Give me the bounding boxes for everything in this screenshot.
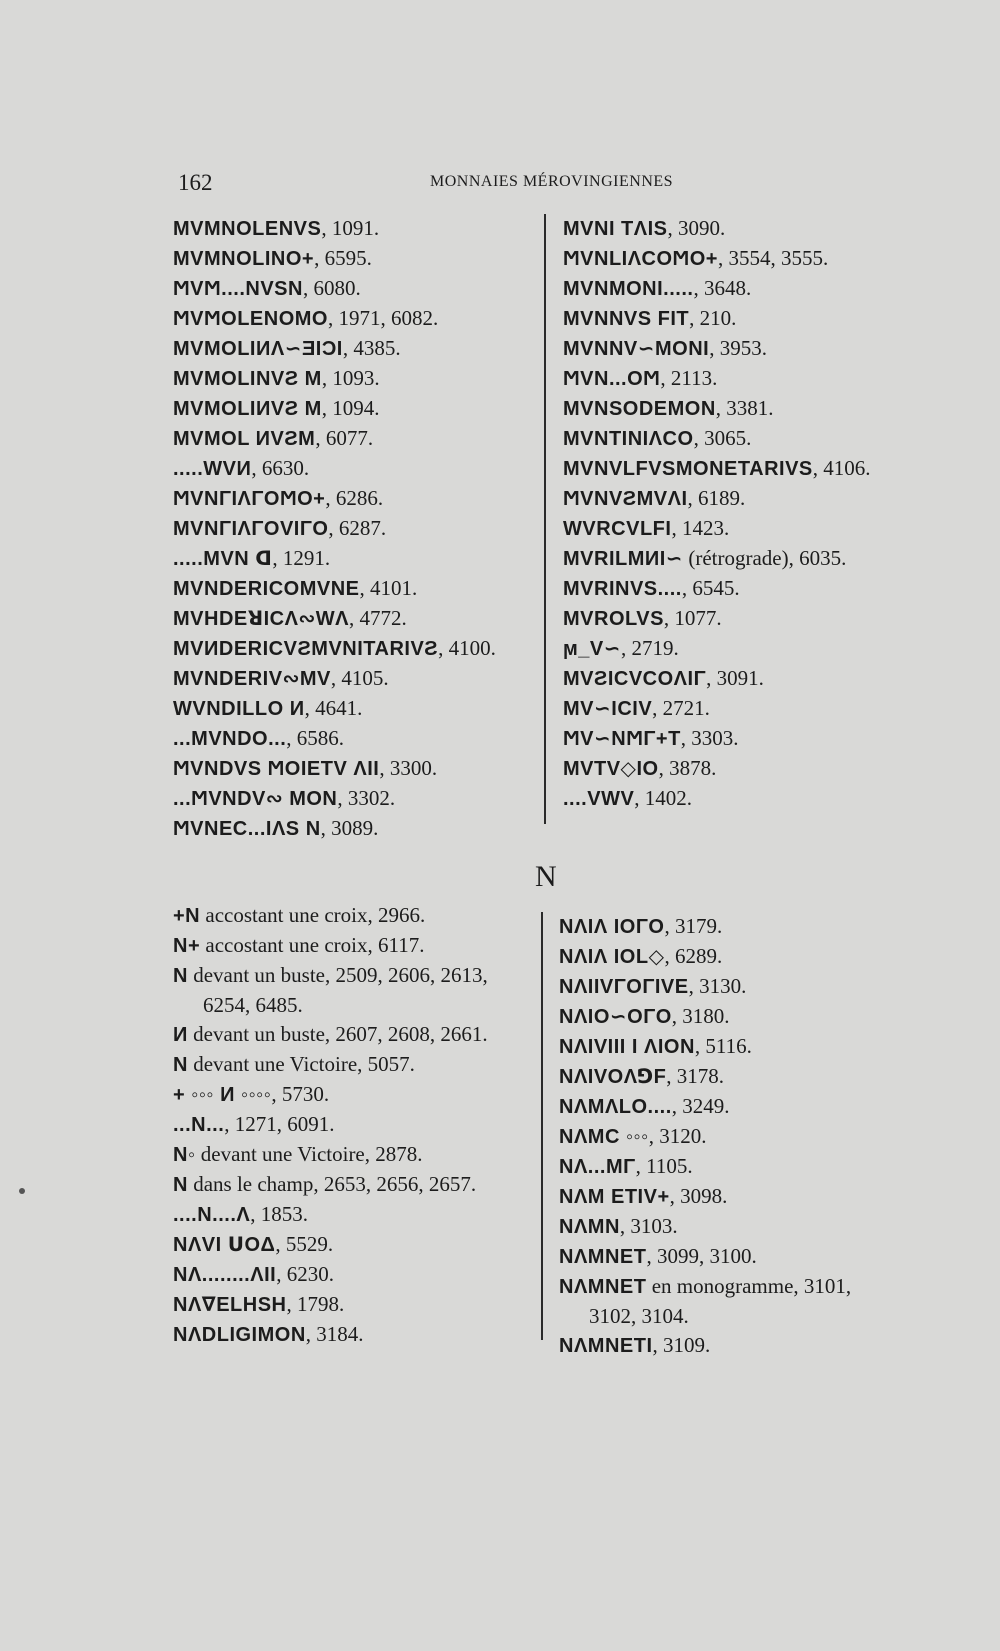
entry-legend: ϺVNDVS ϺOIETV ΛII bbox=[173, 758, 380, 780]
catalogue-entry bbox=[563, 544, 923, 574]
catalogue-entry bbox=[563, 364, 923, 394]
entry-reference: , 3178. bbox=[666, 1064, 725, 1088]
catalogue-entry bbox=[173, 724, 543, 754]
catalogue-entry bbox=[173, 364, 543, 394]
entry-legend: MVNΓIΛΓOVIΓO bbox=[173, 518, 329, 540]
entry-legend: И bbox=[173, 1024, 188, 1046]
catalogue-entry bbox=[173, 1320, 543, 1350]
entry-legend: MVROLVS bbox=[563, 608, 664, 630]
entry-legend: ...ϺVNDV∾ MON bbox=[173, 788, 338, 810]
entry-legend: ϺVNΓIΛΓOϺO+ bbox=[173, 488, 326, 510]
entry-reference: , 3090. bbox=[667, 216, 726, 240]
catalogue-entry bbox=[559, 1032, 929, 1062]
entry-legend: ϻ_V∽ bbox=[563, 638, 622, 660]
entry-reference: , 3179. bbox=[664, 914, 723, 938]
entry-legend: NΛM ETIV+ bbox=[559, 1186, 670, 1208]
entry-legend: N◦ bbox=[173, 1144, 196, 1166]
entry-legend: MVHDEꓤICΛ∾WΛ bbox=[173, 608, 349, 630]
entry-legend: MVRILMИI∽ bbox=[563, 548, 684, 570]
catalogue-entry bbox=[563, 484, 923, 514]
catalogue-entry bbox=[563, 574, 923, 604]
entry-legend: NΛIIVΓOΓIVE bbox=[559, 976, 689, 998]
catalogue-entry bbox=[559, 912, 929, 942]
entry-legend: NΛ........ΛII bbox=[173, 1264, 277, 1286]
catalogue-entry bbox=[173, 1140, 543, 1170]
entry-reference: , 3109. bbox=[652, 1333, 711, 1357]
entry-legend: +N bbox=[173, 905, 201, 927]
entry-legend: NΛMNET bbox=[559, 1276, 647, 1298]
catalogue-entry bbox=[563, 394, 923, 424]
entry-legend: MV∽ICIV bbox=[563, 698, 653, 720]
entry-legend: ϺVNLIΛCOϺO+ bbox=[563, 248, 718, 270]
entry-legend: N bbox=[173, 1054, 188, 1076]
column-divider bbox=[544, 214, 546, 824]
entry-legend: NΛMN bbox=[559, 1216, 620, 1238]
catalogue-entry bbox=[559, 1182, 929, 1212]
entry-reference: devant une Victoire, 5057. bbox=[187, 1052, 415, 1076]
catalogue-entry bbox=[559, 1062, 929, 1092]
entry-legend: N bbox=[173, 1174, 188, 1196]
entry-reference: , 1091. bbox=[321, 216, 380, 240]
entry-legend: WVRCVLFI bbox=[563, 518, 672, 540]
entry-reference: , 3381. bbox=[715, 396, 774, 420]
entry-legend: ϺVN...OϺ bbox=[563, 368, 661, 390]
catalogue-entry bbox=[559, 1122, 929, 1152]
entry-legend: NΛIVIII I ΛION bbox=[559, 1036, 695, 1058]
catalogue-entry bbox=[173, 274, 543, 304]
entry-reference: , 6289. bbox=[664, 944, 723, 968]
catalogue-entry bbox=[563, 784, 923, 814]
catalogue-entry bbox=[173, 1290, 543, 1320]
catalogue-entry bbox=[563, 664, 923, 694]
entry-reference: , 3953. bbox=[709, 336, 767, 360]
entry-reference: , 210. bbox=[689, 306, 737, 330]
entry-reference: , 6077. bbox=[315, 426, 374, 450]
entry-legend: MVMOL ИVƧM bbox=[173, 428, 316, 450]
entry-reference: , 5529. bbox=[275, 1232, 334, 1256]
entry-reference: , 6080. bbox=[302, 276, 361, 300]
catalogue-entry bbox=[173, 214, 543, 244]
entry-reference: , 1402. bbox=[634, 786, 693, 810]
catalogue-entry bbox=[563, 694, 923, 724]
entry-legend: NΛIΛ IOL◇ bbox=[559, 946, 665, 968]
catalogue-entry bbox=[563, 604, 923, 634]
catalogue-entry bbox=[173, 1230, 543, 1260]
catalogue-entry bbox=[173, 1110, 543, 1140]
entry-reference: , 6595. bbox=[314, 246, 372, 270]
entry-reference: , 6189. bbox=[687, 486, 746, 510]
catalogue-entry bbox=[559, 1302, 929, 1331]
catalogue-entry bbox=[563, 334, 923, 364]
entry-legend: ϺVϺ....NVSN bbox=[173, 278, 303, 300]
entry-reference: , 3302. bbox=[337, 786, 396, 810]
entry-reference: , 3130. bbox=[688, 974, 747, 998]
entry-legend: MVƧICVCOΛIΓ bbox=[563, 668, 707, 690]
entry-legend: ...MVNDO... bbox=[173, 728, 287, 750]
entry-reference: , 2113. bbox=[660, 366, 718, 390]
entry-legend: MVTV◇IO bbox=[563, 758, 659, 780]
entry-reference: , 2721. bbox=[652, 696, 710, 720]
entry-legend: NΛIΛ IOΓO bbox=[559, 916, 665, 938]
catalogue-entry bbox=[173, 931, 543, 961]
entry-legend: MVNSODEMON bbox=[563, 398, 716, 420]
entry-reference: , 4641. bbox=[304, 696, 363, 720]
entry-reference: , 1094. bbox=[321, 396, 380, 420]
entry-reference: , 6545. bbox=[681, 576, 740, 600]
entry-legend: MVNDERICOMVNE bbox=[173, 578, 360, 600]
entry-reference: , 3300. bbox=[379, 756, 438, 780]
entry-reference: , 6286. bbox=[325, 486, 384, 510]
entry-reference: , 3303. bbox=[680, 726, 739, 750]
catalogue-entry bbox=[173, 991, 543, 1020]
page-speck bbox=[19, 1188, 25, 1194]
catalogue-entry bbox=[173, 1080, 543, 1110]
catalogue-entry bbox=[173, 304, 543, 334]
entry-reference: , 6287. bbox=[328, 516, 387, 540]
entry-reference: , 3180. bbox=[671, 1004, 730, 1028]
entry-legend: NΛ...MΓ bbox=[559, 1156, 636, 1178]
catalogue-entry bbox=[559, 972, 929, 1002]
catalogue-entry bbox=[173, 424, 543, 454]
entry-reference: , 1423. bbox=[671, 516, 730, 540]
catalogue-entry bbox=[173, 574, 543, 604]
entry-legend: MVMOLINVƧ M bbox=[173, 368, 322, 390]
entry-legend: MVMOLIИVƧ M bbox=[173, 398, 322, 420]
page-number: 162 bbox=[178, 170, 213, 195]
entry-reference: , 3065. bbox=[693, 426, 752, 450]
catalogue-entry bbox=[173, 454, 543, 484]
catalogue-entry bbox=[173, 694, 543, 724]
entry-reference: , 1105. bbox=[635, 1154, 693, 1178]
catalogue-entry bbox=[173, 664, 543, 694]
entry-legend: ϺVNEC...IΛS N bbox=[173, 818, 321, 840]
section-m-left-column bbox=[173, 214, 543, 844]
entry-reference: , 4105. bbox=[330, 666, 389, 690]
entry-reference: , 1077. bbox=[663, 606, 722, 630]
entry-reference: , 4101. bbox=[359, 576, 418, 600]
catalogue-entry bbox=[563, 424, 923, 454]
catalogue-entry bbox=[563, 634, 923, 664]
entry-legend: ...N... bbox=[173, 1114, 225, 1136]
catalogue-entry bbox=[173, 544, 543, 574]
catalogue-entry bbox=[173, 1170, 543, 1200]
entry-reference: devant un buste, 2607, 2608, 2661. bbox=[187, 1022, 488, 1046]
catalogue-entry bbox=[559, 1002, 929, 1032]
entry-legend: ....VWV bbox=[563, 788, 635, 810]
catalogue-entry bbox=[559, 1331, 929, 1361]
entry-reference: , 5730. bbox=[271, 1082, 330, 1106]
catalogue-entry bbox=[173, 334, 543, 364]
entry-legend: MVNI TΛIS bbox=[563, 218, 668, 240]
entry-reference: , 1798. bbox=[286, 1292, 345, 1316]
entry-legend: .....MVN ᗡ bbox=[173, 548, 273, 570]
entry-reference: , 1271, 6091. bbox=[224, 1112, 335, 1136]
entry-reference: , 4106. bbox=[812, 456, 871, 480]
entry-legend: MVNMONI..... bbox=[563, 278, 694, 300]
entry-reference: , 1093. bbox=[321, 366, 380, 390]
entry-reference: , 1853. bbox=[250, 1202, 308, 1226]
section-m-right-column bbox=[563, 214, 923, 814]
entry-reference: , 6630. bbox=[251, 456, 310, 480]
catalogue-entry bbox=[173, 484, 543, 514]
entry-legend: ϺV∽NϺΓ+T bbox=[563, 728, 681, 750]
catalogue-entry bbox=[173, 1050, 543, 1080]
entry-reference: , 6230. bbox=[276, 1262, 334, 1286]
entry-legend: MVRINVS.... bbox=[563, 578, 682, 600]
entry-reference: dans le champ, 2653, 2656, 2657. bbox=[187, 1172, 477, 1196]
entry-reference: accostant une croix, 6117. bbox=[200, 933, 425, 957]
running-title: MONNAIES MÉROVINGIENNES bbox=[430, 173, 674, 190]
page-header bbox=[0, 170, 1000, 200]
catalogue-entry bbox=[559, 1152, 929, 1182]
entry-legend: NΛMNET bbox=[559, 1246, 647, 1268]
entry-legend: MVMNOLINO+ bbox=[173, 248, 315, 270]
catalogue-entry bbox=[173, 754, 543, 784]
entry-reference: , 1291. bbox=[272, 546, 331, 570]
entry-legend: + ◦◦◦ И ◦◦◦◦ bbox=[173, 1084, 272, 1106]
entry-legend: ϺVϺOLENOMO bbox=[173, 308, 328, 330]
section-heading-n: N bbox=[535, 860, 557, 893]
catalogue-entry bbox=[559, 942, 929, 972]
catalogue-entry bbox=[563, 724, 923, 754]
entry-legend: NΛDLIGIMON bbox=[173, 1324, 306, 1346]
entry-reference: , 3878. bbox=[658, 756, 717, 780]
catalogue-entry bbox=[563, 454, 923, 484]
catalogue-entry bbox=[173, 1200, 543, 1230]
entry-legend: MVNNV∽MONI bbox=[563, 338, 710, 360]
entry-legend: NΛMNETI bbox=[559, 1335, 653, 1357]
entry-reference: , 3098. bbox=[669, 1184, 728, 1208]
catalogue-entry bbox=[563, 214, 923, 244]
section-n-left-column bbox=[173, 901, 543, 1350]
catalogue-entry bbox=[173, 1260, 543, 1290]
catalogue-entry bbox=[563, 754, 923, 784]
entry-legend: NΛIVOΛ⅁F bbox=[559, 1066, 667, 1088]
catalogue-entry bbox=[173, 961, 543, 991]
entry-legend: N bbox=[173, 965, 188, 987]
entry-legend: MVNNVS FIT bbox=[563, 308, 690, 330]
entry-reference: 6254, 6485. bbox=[203, 993, 303, 1017]
catalogue-entry bbox=[563, 304, 923, 334]
entry-reference: , 4385. bbox=[342, 336, 401, 360]
catalogue-entry bbox=[173, 634, 543, 664]
entry-reference: , 3091. bbox=[706, 666, 764, 690]
catalogue-entry bbox=[173, 514, 543, 544]
catalogue-entry bbox=[173, 604, 543, 634]
entry-legend: .....WVИ bbox=[173, 458, 252, 480]
catalogue-entry bbox=[559, 1212, 929, 1242]
entry-reference: , 3184. bbox=[305, 1322, 364, 1346]
catalogue-entry bbox=[563, 514, 923, 544]
entry-reference: , 3120. bbox=[648, 1124, 707, 1148]
entry-legend: NΛMC ◦◦◦ bbox=[559, 1126, 649, 1148]
catalogue-entry bbox=[563, 244, 923, 274]
entry-reference: en monogramme, 3101, bbox=[646, 1274, 852, 1298]
entry-legend: NΛVI ᑌOΔ bbox=[173, 1234, 276, 1256]
catalogue-entry bbox=[563, 274, 923, 304]
entry-reference: , 5116. bbox=[694, 1034, 752, 1058]
entry-legend: MVMOLIИΛ∽ƎIƆI bbox=[173, 338, 343, 360]
entry-legend: WVNDILLO И bbox=[173, 698, 305, 720]
section-n-right-column bbox=[559, 912, 929, 1361]
entry-legend: NΛ∇ELHSH bbox=[173, 1294, 287, 1316]
entry-reference: , 3089. bbox=[320, 816, 379, 840]
catalogue-entry bbox=[559, 1272, 929, 1302]
catalogue-entry bbox=[173, 784, 543, 814]
entry-legend: ....N....Λ bbox=[173, 1204, 251, 1226]
entry-reference: 3102, 3104. bbox=[589, 1304, 689, 1328]
entry-legend: MVMNOLENVS bbox=[173, 218, 322, 240]
catalogue-entry bbox=[173, 394, 543, 424]
entry-legend: MVNTINIΛCO bbox=[563, 428, 694, 450]
entry-reference: , 4100. bbox=[438, 636, 496, 660]
catalogue-entry bbox=[173, 1020, 543, 1050]
catalogue-entry bbox=[559, 1242, 929, 1272]
catalogue-entry bbox=[173, 901, 543, 931]
entry-reference: , 3648. bbox=[693, 276, 752, 300]
entry-reference: (rétrograde), 6035. bbox=[683, 546, 847, 570]
entry-reference: , 2719. bbox=[621, 636, 679, 660]
entry-legend: NΛIO∽OΓO bbox=[559, 1006, 672, 1028]
entry-reference: , 3554, 3555. bbox=[717, 246, 829, 270]
catalogue-entry bbox=[173, 244, 543, 274]
entry-reference: , 4772. bbox=[348, 606, 407, 630]
catalogue-entry bbox=[173, 814, 543, 844]
catalogue-entry bbox=[559, 1092, 929, 1122]
entry-legend: ϺVNVƧMVΛI bbox=[563, 488, 688, 510]
entry-reference: devant une Victoire, 2878. bbox=[195, 1142, 423, 1166]
entry-reference: , 3099, 3100. bbox=[646, 1244, 757, 1268]
entry-reference: , 6586. bbox=[286, 726, 345, 750]
entry-legend: MVNVLFVSMONETARIVS bbox=[563, 458, 813, 480]
entry-legend: NΛMΛLO.... bbox=[559, 1096, 672, 1118]
entry-reference: accostant une croix, 2966. bbox=[200, 903, 426, 927]
entry-reference: , 3103. bbox=[619, 1214, 678, 1238]
entry-reference: , 1971, 6082. bbox=[328, 306, 439, 330]
entry-legend: N+ bbox=[173, 935, 201, 957]
column-divider bbox=[541, 912, 543, 1340]
entry-legend: MVNDERIV∾MV bbox=[173, 668, 331, 690]
entry-reference: , 3249. bbox=[671, 1094, 730, 1118]
entry-legend: MVИDERICVƧMVNITARIVƧ bbox=[173, 638, 439, 660]
entry-reference: devant un buste, 2509, 2606, 2613, bbox=[187, 963, 488, 987]
